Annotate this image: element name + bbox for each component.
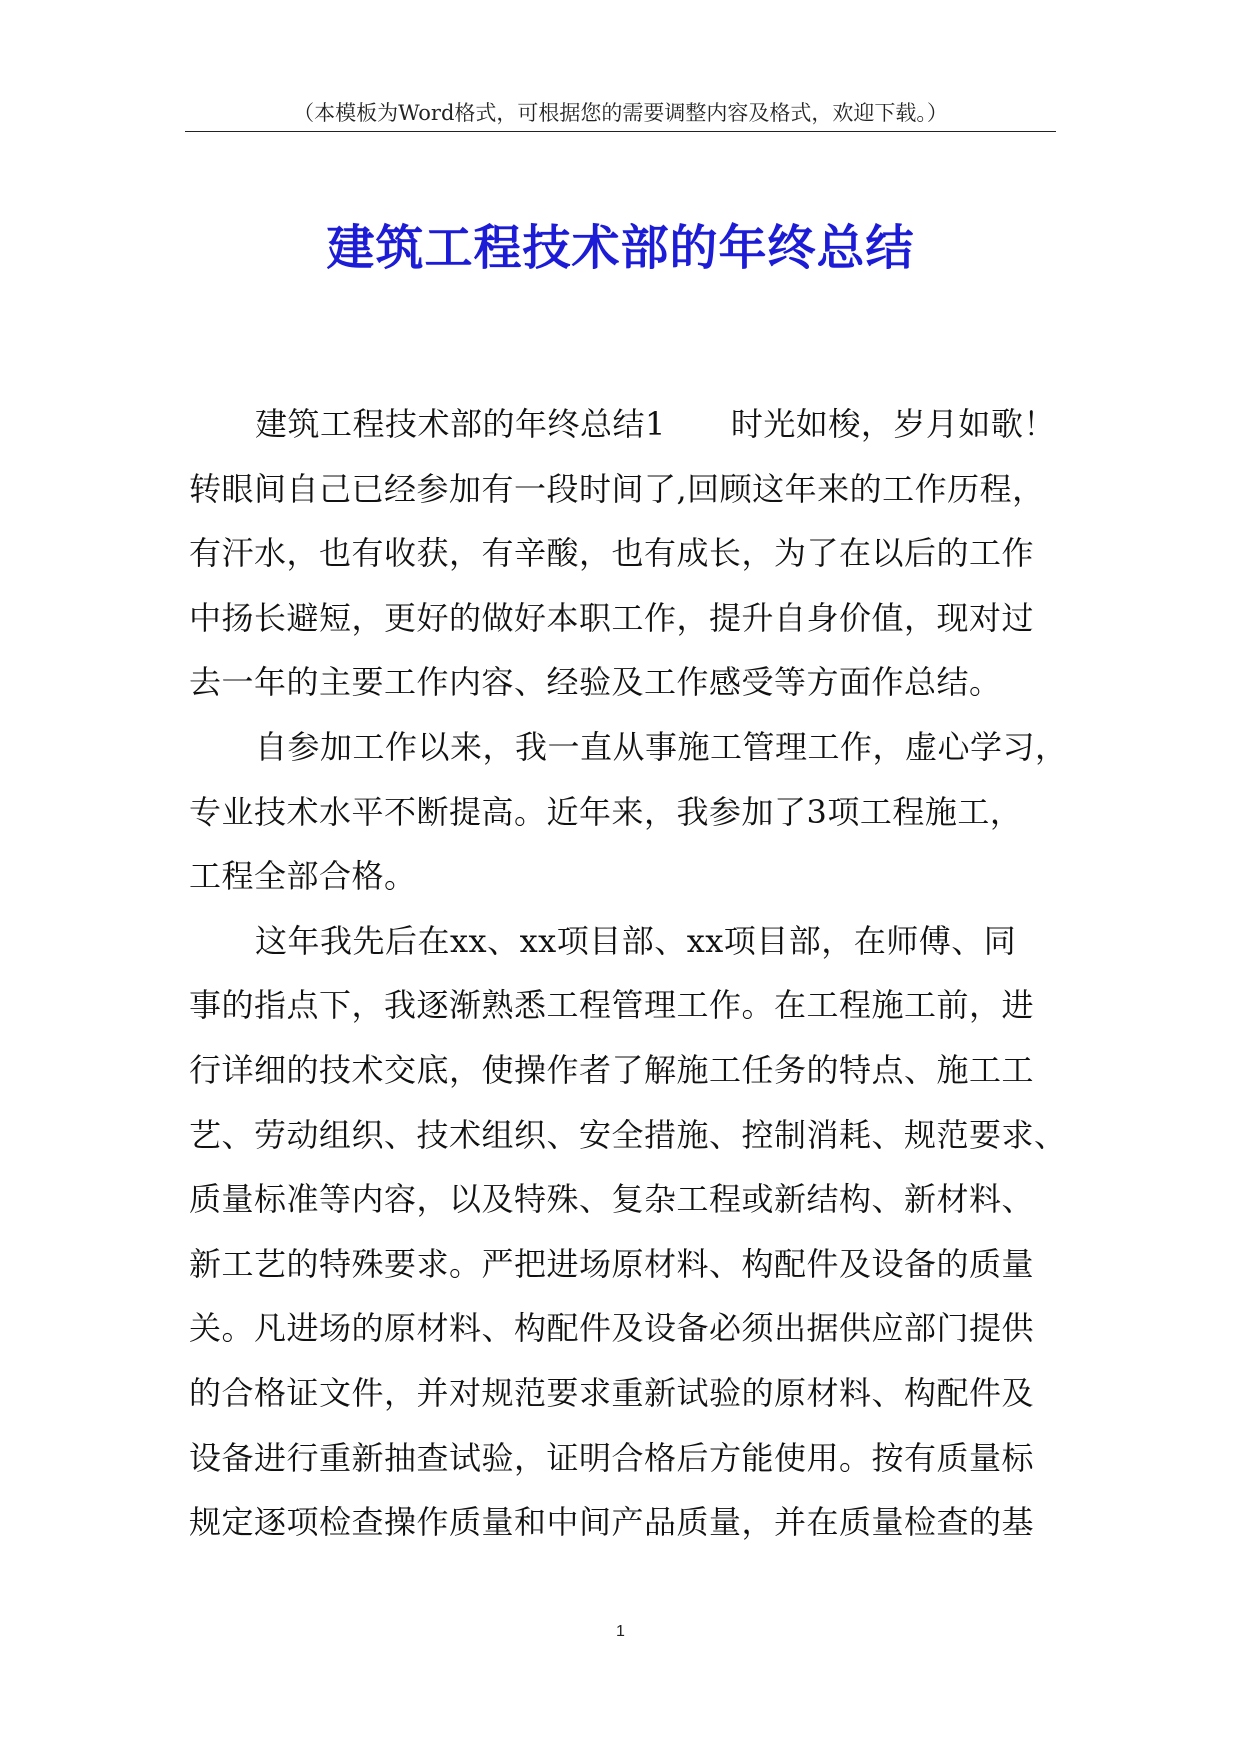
body-line: 关。凡进场的原材料、构配件及设备必须出据供应部门提供 [189,1309,1035,1348]
document-body [189,392,1068,1555]
body-line: 艺、劳动组织、技术组织、安全措施、控制消耗、规范要求、 [189,1115,1067,1154]
body-line: 设备进行重新抽查试验，证明合格后方能使用。按有质量标 [189,1438,1035,1477]
page-number: 1 [616,1623,625,1640]
body-line: 行详细的技术交底，使操作者了解施工任务的特点、施工工 [189,1050,1035,1089]
body-line: 新工艺的特殊要求。严把进场原材料、构配件及设备的质量 [189,1244,1035,1283]
body-line: 专业技术水平不断提高。近年来，我参加了3项工程施工， [189,792,1023,831]
body-line: 规定逐项检查操作质量和中间产品质量，并在质量检查的基 [189,1503,1035,1542]
body-line: 建筑工程技术部的年终总结1 时光如梭，岁月如歌！ [255,405,1056,443]
body-line: 自参加工作以来，我一直从事施工管理工作，虚心学习， [255,727,1068,766]
body-line: 有汗水，也有收获，有辛酸，也有成长，为了在以后的工作 [189,534,1035,573]
document-title: 建筑工程技术部的年终总结 [326,220,915,276]
body-line: 这年我先后在xx、xx项目部、xx项目部，在师傅、同 [255,921,1017,960]
template-note: （本模板为Word格式，可根据您的需要调整内容及格式，欢迎下载。） [293,101,948,125]
body-line: 去一年的主要工作内容、经验及工作感受等方面作总结。 [189,663,1002,702]
body-line: 中扬长避短，更好的做好本职工作，提升自身价值，现对过 [189,598,1035,637]
body-line: 工程全部合格。 [189,857,417,896]
body-line: 转眼间自己已经参加有一段时间了,回顾这年来的工作历程， [189,469,1045,508]
body-line: 质量标准等内容，以及特殊、复杂工程或新结构、新材料、 [189,1180,1035,1219]
body-line: 事的指点下，我逐渐熟悉工程管理工作。在工程施工前，进 [189,986,1035,1025]
header-divider [185,131,1056,132]
body-line: 的合格证文件，并对规范要求重新试验的原材料、构配件及 [189,1373,1035,1412]
